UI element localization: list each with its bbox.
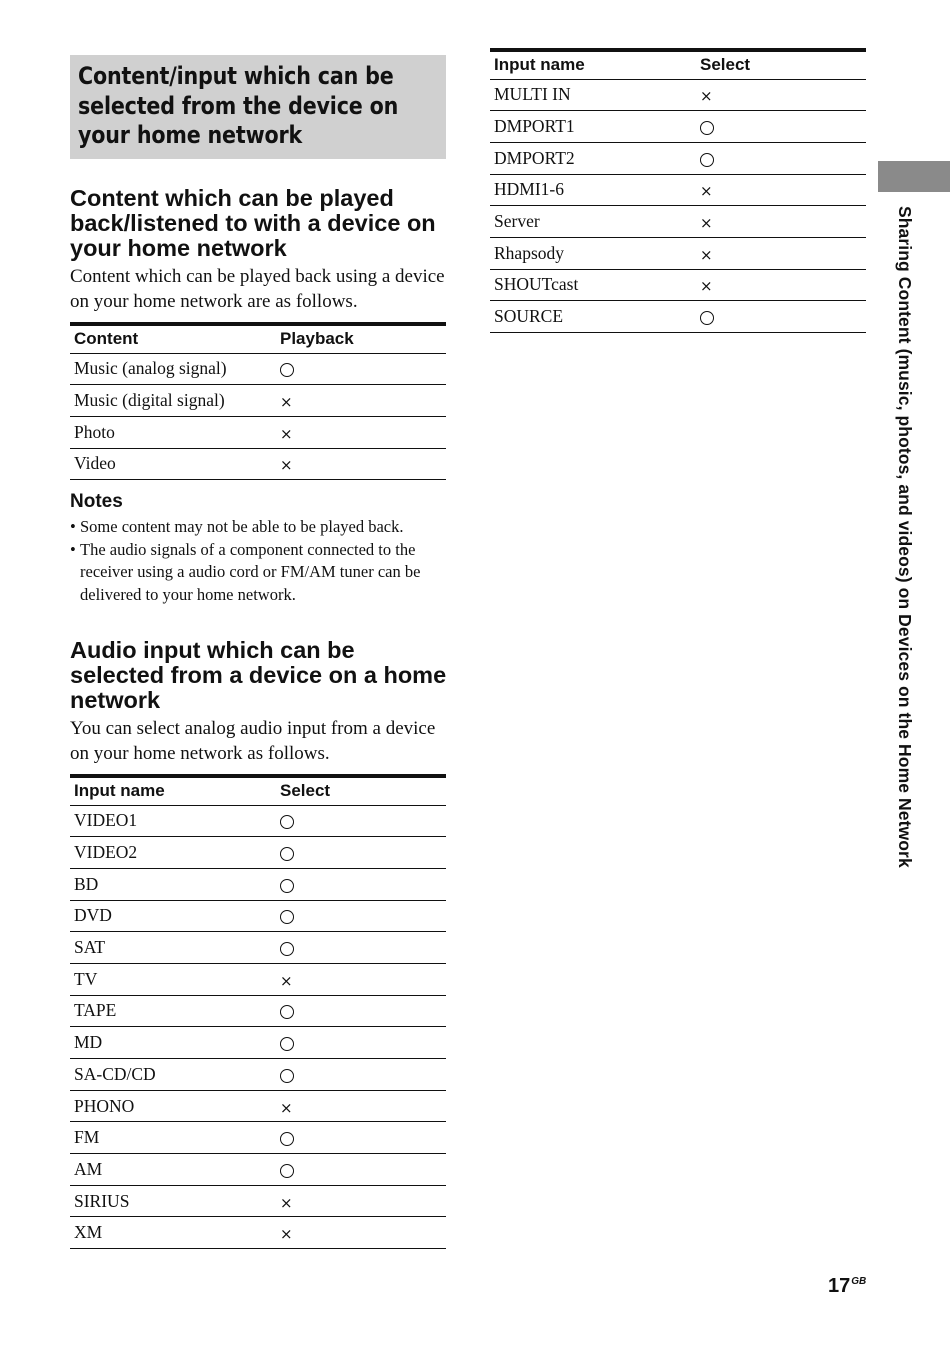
circle-icon xyxy=(280,942,294,956)
row-label: DMPORT1 xyxy=(490,111,696,143)
row-availability xyxy=(276,1217,446,1249)
row-availability xyxy=(276,1122,446,1154)
row-availability xyxy=(696,79,866,111)
banner-title: Content/input which can be selected from the device on your home network xyxy=(78,62,399,149)
table-row xyxy=(70,1027,446,1059)
table-row xyxy=(490,301,866,333)
row-label: AM xyxy=(70,1154,276,1186)
row-availability xyxy=(276,1154,446,1186)
section-tab-marker xyxy=(878,161,950,192)
table-row xyxy=(490,269,866,301)
table-row xyxy=(70,448,446,480)
cross-icon: × xyxy=(280,971,293,990)
circle-icon xyxy=(280,363,294,377)
table-row xyxy=(490,111,866,143)
note-item: • Some content may not be able to be played back. xyxy=(70,516,450,539)
cross-icon: × xyxy=(280,393,293,412)
row-availability xyxy=(696,142,866,174)
circle-icon xyxy=(280,1005,294,1019)
row-label: Music (analog signal) xyxy=(70,353,276,385)
table-row xyxy=(70,385,446,417)
cross-icon: × xyxy=(280,1098,293,1117)
row-availability xyxy=(696,269,866,301)
row-label: VIDEO2 xyxy=(70,837,276,869)
row-label: SIRIUS xyxy=(70,1185,276,1217)
circle-icon xyxy=(280,1164,294,1178)
table-row xyxy=(70,900,446,932)
table-row xyxy=(70,353,446,385)
table-row xyxy=(70,1154,446,1186)
cross-icon: × xyxy=(700,277,713,296)
table-row xyxy=(70,416,446,448)
row-availability xyxy=(276,353,446,385)
circle-icon xyxy=(280,879,294,893)
row-availability xyxy=(276,995,446,1027)
row-label: SA-CD/CD xyxy=(70,1059,276,1091)
cross-icon: × xyxy=(280,1193,293,1212)
row-availability xyxy=(276,837,446,869)
audio-input-heading: Audio input which can be selected from a device on a home network xyxy=(70,637,447,713)
table-row xyxy=(490,237,866,269)
cross-icon: × xyxy=(700,245,713,264)
content-playback-table xyxy=(70,322,446,480)
row-availability xyxy=(276,416,446,448)
row-availability xyxy=(696,301,866,333)
row-availability xyxy=(276,868,446,900)
table-row xyxy=(70,868,446,900)
row-availability xyxy=(696,111,866,143)
column-header-select: Select xyxy=(276,776,446,805)
page-number-suffix: GB xyxy=(851,1276,867,1287)
chapter-side-label: Sharing Content (music, photos, and videos) on Devices on the Home Network xyxy=(895,206,915,868)
circle-icon xyxy=(700,153,714,167)
cross-icon: × xyxy=(280,1225,293,1244)
section-banner xyxy=(70,55,446,159)
cross-icon: × xyxy=(700,214,713,233)
cross-icon: × xyxy=(280,424,293,443)
row-label: SAT xyxy=(70,932,276,964)
table-row xyxy=(70,963,446,995)
row-label: SHOUTcast xyxy=(490,269,696,301)
row-availability xyxy=(276,932,446,964)
cross-icon: × xyxy=(700,87,713,106)
notes-list xyxy=(70,516,450,606)
circle-icon xyxy=(280,1069,294,1083)
column-header-content: Content xyxy=(70,324,276,353)
row-label: HDMI1-6 xyxy=(490,174,696,206)
table-row xyxy=(70,1059,446,1091)
circle-icon xyxy=(280,1037,294,1051)
column-header-playback: Playback xyxy=(276,324,446,353)
circle-icon xyxy=(280,815,294,829)
row-availability xyxy=(276,1027,446,1059)
row-label: SOURCE xyxy=(490,301,696,333)
row-label: Music (digital signal) xyxy=(70,385,276,417)
bullet-icon: • xyxy=(70,539,76,559)
audio-input-intro: You can select analog audio input from a device on your home network as follows. xyxy=(70,718,436,764)
row-availability xyxy=(276,385,446,417)
row-availability xyxy=(696,237,866,269)
circle-icon xyxy=(700,311,714,325)
table-row xyxy=(70,1185,446,1217)
row-label: DMPORT2 xyxy=(490,142,696,174)
row-label: XM xyxy=(70,1217,276,1249)
column-header-input-name: Input name xyxy=(490,50,696,79)
row-availability xyxy=(276,1059,446,1091)
row-label: BD xyxy=(70,868,276,900)
table-row xyxy=(70,837,446,869)
table-row xyxy=(70,1122,446,1154)
table-row xyxy=(70,1217,446,1249)
row-availability xyxy=(276,805,446,837)
bullet-icon: • xyxy=(70,517,76,536)
table-row xyxy=(490,206,866,238)
row-label: PHONO xyxy=(70,1090,276,1122)
cross-icon: × xyxy=(700,182,713,201)
row-availability xyxy=(276,900,446,932)
row-label: VIDEO1 xyxy=(70,805,276,837)
circle-icon xyxy=(280,847,294,861)
circle-icon xyxy=(700,121,714,135)
row-availability xyxy=(696,174,866,206)
audio-input-table xyxy=(70,774,446,1249)
table-row xyxy=(70,995,446,1027)
table-row xyxy=(70,932,446,964)
row-label: Photo xyxy=(70,416,276,448)
column-header-input-name: Input name xyxy=(70,776,276,805)
content-heading: Content which can be played back/listened to with a device on your home network xyxy=(70,185,436,261)
notes-title: Notes xyxy=(70,491,123,512)
page-number: $17^{GB}$ xyxy=(828,1275,867,1297)
row-label: TV xyxy=(70,963,276,995)
row-label: FM xyxy=(70,1122,276,1154)
table-row xyxy=(490,174,866,206)
row-availability xyxy=(276,1185,446,1217)
content-intro: Content which can be played back using a device on your home network are as follows. xyxy=(70,266,445,312)
row-label: Server xyxy=(490,206,696,238)
row-label: Video xyxy=(70,448,276,480)
row-label: TAPE xyxy=(70,995,276,1027)
row-availability xyxy=(276,963,446,995)
row-label: DVD xyxy=(70,900,276,932)
row-availability xyxy=(696,206,866,238)
table-row xyxy=(490,79,866,111)
audio-input-table-continued xyxy=(490,48,866,333)
table-row xyxy=(490,142,866,174)
row-availability xyxy=(276,448,446,480)
circle-icon xyxy=(280,1132,294,1146)
column-header-select: Select xyxy=(696,50,866,79)
row-label: MULTI IN xyxy=(490,79,696,111)
note-item: • The audio signals of a component connected to the receiver using a audio cord or FM/AM tuner can be delivered to your home network. xyxy=(70,539,421,604)
circle-icon xyxy=(280,910,294,924)
table-row xyxy=(70,805,446,837)
cross-icon: × xyxy=(280,456,293,475)
row-label: Rhapsody xyxy=(490,237,696,269)
table-row xyxy=(70,1090,446,1122)
row-label: MD xyxy=(70,1027,276,1059)
row-availability xyxy=(276,1090,446,1122)
